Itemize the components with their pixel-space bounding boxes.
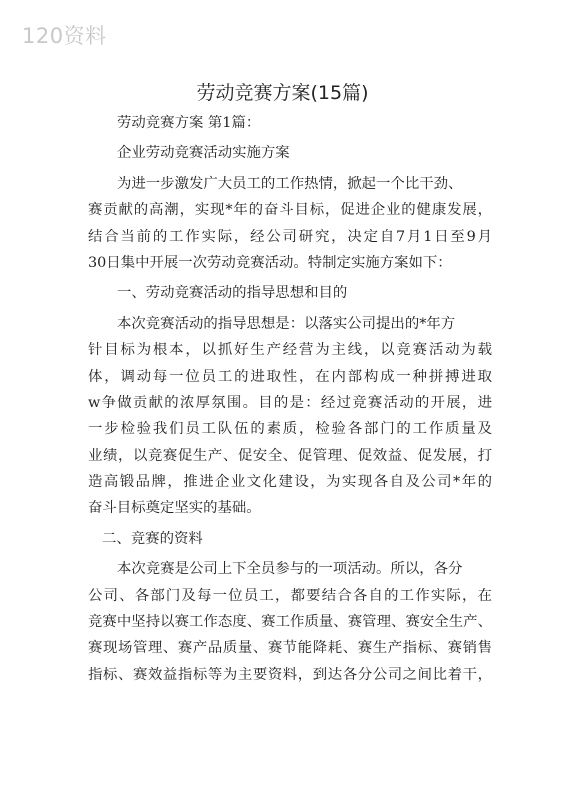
paragraph-line: 结合当前的工作实际，经公司研究，决定自7月1日至9月	[88, 228, 492, 245]
intro-paragraph	[88, 171, 492, 277]
document-body	[88, 110, 492, 688]
paragraph-line: 奋斗目标奠定坚实的基础。	[88, 500, 261, 517]
paragraph-line: 体，调动每一位员工的进取性，在内部构成一种拼搏进取	[88, 368, 492, 385]
document-title: 劳动竞赛方案(15篇)	[196, 82, 369, 104]
paragraph-line: 赛现场管理、赛产品质量、赛节能降耗、赛生产指标、赛销售	[88, 640, 492, 657]
paragraph-line: w争做贡献的浓厚氛围。目的是：经过竞赛活动的开展，进	[88, 394, 492, 411]
plan-title: 企业劳动竞赛活动实施方案	[117, 145, 290, 162]
section-heading-1: 一、劳动竞赛活动的指导思想和目的	[117, 285, 348, 302]
paragraph-line: 本次竞赛活动的指导思想是：以落实公司提出的*年方	[117, 315, 456, 332]
paragraph-line: 竞赛中坚持以赛工作态度、赛工作质量、赛管理、赛安全生产、	[88, 614, 492, 631]
section-heading-2: 二、竞赛的资料	[102, 530, 203, 547]
paragraph-line: 为进一步激发广大员工的工作热情，掀起一个比干劲、	[117, 175, 463, 192]
paragraph-line: 指标、赛效益指标等为主要资料，到达各分公司之间比着干，	[88, 666, 492, 683]
paragraph-line: 一步检验我们员工队伍的素质，检验各部门的工作质量及	[88, 421, 492, 438]
paragraph-line: 本次竞赛是公司上下全员参与的一项活动。所以，各分	[117, 561, 463, 578]
paragraph-line: 针目标为根本，以抓好生产经营为主线，以竞赛活动为载	[88, 342, 492, 359]
paragraph-line: 赛贡献的高潮，实现*年的奋斗目标，促进企业的健康发展，	[88, 202, 492, 219]
paragraph-line: 30日集中开展一次劳动竞赛活动。特制定实施方案如下：	[88, 254, 452, 271]
watermark: 120资料	[22, 24, 107, 48]
paragraph-line: 业绩，以竞赛促生产、促安全、促管理、促效益、促发展，打	[88, 447, 492, 464]
section-2-paragraph	[88, 556, 492, 688]
section-1-paragraph	[88, 311, 492, 522]
part-label: 劳动竞赛方案 第1篇：	[117, 115, 261, 131]
paragraph-line: 造高锻品牌，推进企业文化建设，为实现各自及公司*年的	[88, 474, 492, 491]
paragraph-line: 公司、各部门及每一位员工，都要结合各自的工作实际，在	[88, 587, 492, 604]
